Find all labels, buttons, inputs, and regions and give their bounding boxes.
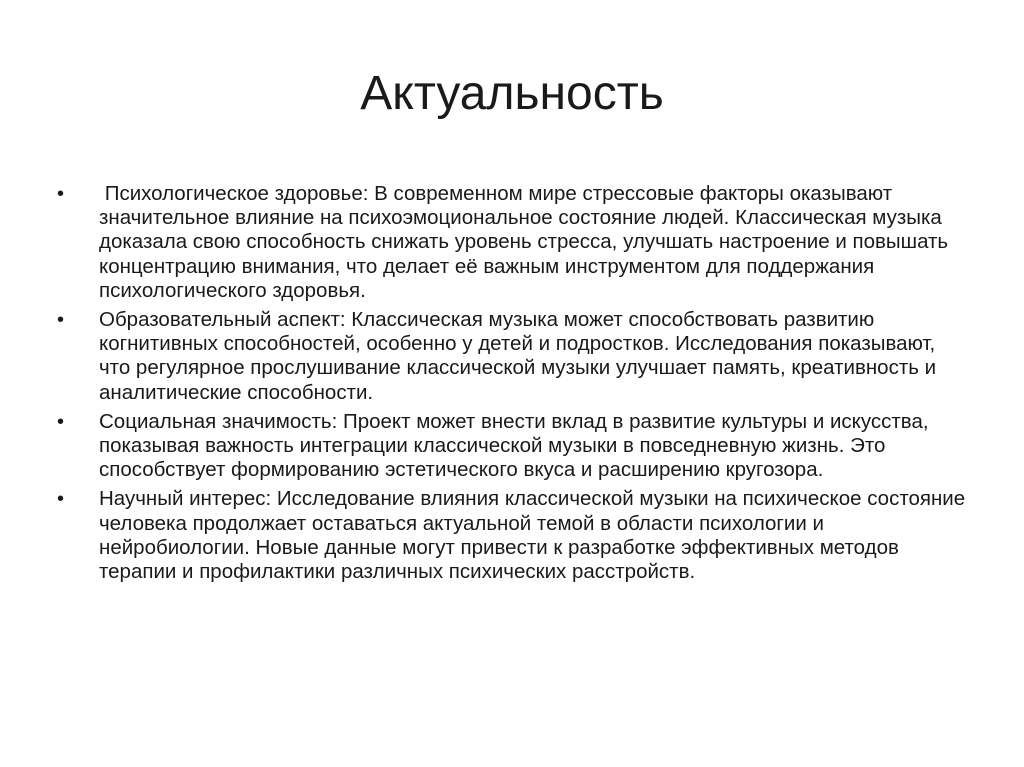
bullet-marker: • [57,410,65,433]
bullet-item-scientific-interest [57,487,967,584]
bullet-marker: • [57,309,65,332]
bullet-marker: • [57,183,65,205]
bullet-text: Социальная значимость: Проект может внести вклад в развитие культуры и искусства, показывая важность интеграции классической музыки в повседневную жизнь. Это способствует формированию эстетического вкуса и расширению кругозора. [99,409,929,482]
bullet-text: Научный интерес: Исследование влияния классической музыки на психическое состояние человека продолжает оставаться актуальной темой в области психологии и нейробиологии. Новые данные могут привести к разработке эффективных методов терапии и профилактики различных психических расстройств. [99,487,966,584]
bullet-text: Образовательный аспект: Классическая музыка может способствовать развитию когнитивных способностей, особенно у детей и подростков. Исследования показывают, что регулярное прослушивание классической музыки улучшает память, креативность и аналитические способности. [99,308,937,404]
bullet-list [57,182,967,589]
bullet-item-educational-aspect [57,308,967,405]
slide-title: Актуальность [360,67,664,120]
bullet-item-psychological-health [57,182,967,303]
bullet-text: Психологическое здоровье: В современном мире стрессовые факторы оказывают значительное влияние на психоэмоциональное состояние людей. Классическая музыка доказала свою способность снижать уровень стресса, улучшать настроение и повышать концентрацию внимания, что делает её важным инструментом для поддержания психологического здоровья. [99,182,954,302]
bullet-item-social-significance [57,410,967,483]
bullet-marker: • [57,488,65,511]
